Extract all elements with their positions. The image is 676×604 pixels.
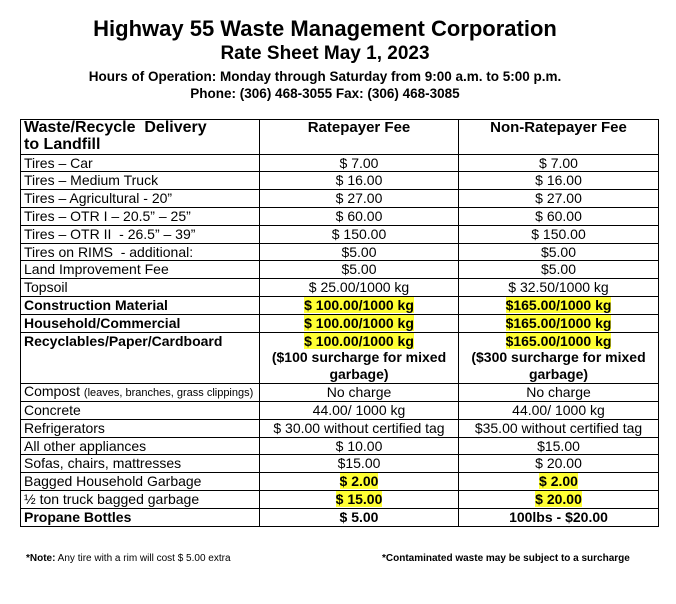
table-row [21, 243, 659, 261]
table-row [21, 190, 659, 208]
footnote-text: Any tire with a rim will cost $ 5.00 extra [55, 553, 231, 564]
row-ratepayer-fee-cell [260, 314, 459, 332]
row-item: Tires on RIMS - additional: [21, 243, 260, 261]
footnote-tire-rim [26, 553, 231, 564]
row-nonratepayer-fee: $15.00 [459, 437, 659, 455]
row-nonratepayer-fee-cell [459, 473, 659, 491]
footnote-contaminated-waste: *Contaminated waste may be subject to a surcharge [382, 553, 630, 564]
row-ratepayer-fee: $ 2.00 [339, 473, 379, 490]
rate-table-header [21, 120, 659, 155]
row-ratepayer-fee: $ 5.00 [260, 508, 459, 526]
row-nonratepayer-fee: $ 150.00 [459, 225, 659, 243]
row-item: Tires – OTR II - 26.5” – 39” [21, 225, 260, 243]
column-header-item-line2: to Landfill [24, 135, 101, 153]
row-ratepayer-fee-cell [260, 296, 459, 314]
row-nonratepayer-fee: $5.00 [459, 261, 659, 279]
row-item: Refrigerators [21, 419, 260, 437]
column-header-nonratepayer: Non-Ratepayer Fee [459, 120, 659, 155]
column-header-item-line1: Waste/Recycle Delivery [24, 119, 207, 136]
row-item: All other appliances [21, 437, 260, 455]
table-row [21, 207, 659, 225]
row-nonratepayer-fee: 100lbs - $20.00 [459, 508, 659, 526]
row-nonratepayer-fee: $165.00/1000 kg [505, 296, 612, 313]
table-row [21, 508, 659, 526]
row-nonratepayer-fee: $ 27.00 [459, 190, 659, 208]
row-item: Propane Bottles [21, 508, 260, 526]
row-ratepayer-fee-cell [260, 332, 459, 383]
table-row [21, 154, 659, 172]
hours-of-operation: Hours of Operation: Monday through Saturday from 9:00 a.m. to 5:00 p.m. [88, 69, 562, 84]
row-ratepayer-fee-cell [260, 473, 459, 491]
table-row [21, 401, 659, 419]
row-item: Tires – OTR I – 20.5” – 25” [21, 207, 260, 225]
table-row [21, 279, 659, 297]
table-row [21, 383, 659, 401]
row-ratepayer-fee: $ 100.00/1000 kg [304, 296, 414, 313]
row-ratepayer-fee: $ 30.00 without certified tag [260, 419, 459, 437]
row-ratepayer-fee: $ 15.00 [335, 490, 383, 507]
row-ratepayer-surcharge-note: ($100 surcharge for mixed garbage) [271, 349, 447, 383]
row-nonratepayer-fee-cell [459, 314, 659, 332]
table-row [21, 314, 659, 332]
row-item: Sofas, chairs, mattresses [21, 455, 260, 473]
table-row [21, 332, 659, 383]
row-nonratepayer-fee: $ 2.00 [539, 473, 578, 490]
row-nonratepayer-fee-cell [459, 490, 659, 508]
row-ratepayer-fee: $15.00 [260, 455, 459, 473]
row-ratepayer-fee: No charge [260, 383, 459, 401]
page-title: Highway 55 Waste Management Corporation [93, 16, 557, 41]
row-nonratepayer-fee-cell [459, 296, 659, 314]
table-row [21, 419, 659, 437]
contact-phone-fax: Phone: (306) 468-3055 Fax: (306) 468-3085 [190, 86, 460, 101]
table-row [21, 473, 659, 491]
row-ratepayer-fee: $ 16.00 [260, 172, 459, 190]
row-ratepayer-fee: $ 100.00/1000 kg [304, 332, 414, 349]
row-nonratepayer-fee: $ 20.00 [535, 490, 582, 507]
rate-sheet-date: Rate Sheet May 1, 2023 [220, 43, 430, 64]
row-item: Tires – Car [21, 154, 260, 172]
row-nonratepayer-fee: $ 16.00 [459, 172, 659, 190]
row-nonratepayer-fee-cell [459, 332, 659, 383]
table-row [21, 437, 659, 455]
row-ratepayer-fee: $ 7.00 [260, 154, 459, 172]
table-row [21, 455, 659, 473]
table-row [21, 261, 659, 279]
table-row [21, 296, 659, 314]
row-nonratepayer-fee: $ 20.00 [459, 455, 659, 473]
table-row [21, 225, 659, 243]
row-ratepayer-fee: $5.00 [260, 261, 459, 279]
row-nonratepayer-fee: $ 60.00 [459, 207, 659, 225]
row-item: ½ ton truck bagged garbage [21, 490, 260, 508]
row-item-note: (leaves, branches, grass clippings) [83, 386, 254, 399]
row-ratepayer-fee: $5.00 [260, 243, 459, 261]
footnote-label: *Note: [26, 553, 56, 564]
table-row [21, 490, 659, 508]
row-item: Land Improvement Fee [21, 261, 260, 279]
row-item: Recyclables/Paper/Cardboard [21, 332, 260, 383]
row-nonratepayer-fee: 44.00/ 1000 kg [459, 401, 659, 419]
table-row [21, 172, 659, 190]
row-ratepayer-fee-cell [260, 490, 459, 508]
row-item-cell [21, 383, 260, 401]
row-nonratepayer-fee: No charge [459, 383, 659, 401]
row-nonratepayer-fee: $ 7.00 [459, 154, 659, 172]
rate-table [20, 119, 659, 527]
row-nonratepayer-fee: $165.00/1000 kg [505, 314, 612, 331]
row-nonratepayer-fee: $35.00 without certified tag [459, 419, 659, 437]
row-ratepayer-fee: $ 150.00 [260, 225, 459, 243]
row-item: Topsoil [21, 279, 260, 297]
row-ratepayer-fee: $ 25.00/1000 kg [260, 279, 459, 297]
row-nonratepayer-fee: $5.00 [459, 243, 659, 261]
row-ratepayer-fee: $ 10.00 [260, 437, 459, 455]
column-header-item [21, 120, 260, 155]
row-nonratepayer-surcharge-note: ($300 surcharge for mixed garbage) [471, 349, 646, 383]
row-ratepayer-fee: 44.00/ 1000 kg [260, 401, 459, 419]
row-ratepayer-fee: $ 100.00/1000 kg [304, 314, 414, 331]
column-header-ratepayer: Ratepayer Fee [260, 120, 459, 155]
row-ratepayer-fee: $ 27.00 [260, 190, 459, 208]
row-nonratepayer-fee: $165.00/1000 kg [505, 332, 612, 349]
row-item: Construction Material [21, 296, 260, 314]
row-ratepayer-fee: $ 60.00 [260, 207, 459, 225]
row-item: Compost [24, 382, 81, 399]
row-item: Household/Commercial [21, 314, 260, 332]
row-nonratepayer-fee: $ 32.50/1000 kg [459, 279, 659, 297]
row-item: Tires – Agricultural - 20” [21, 190, 260, 208]
row-item: Bagged Household Garbage [21, 473, 260, 491]
row-item: Tires – Medium Truck [21, 172, 260, 190]
row-item: Concrete [21, 401, 260, 419]
